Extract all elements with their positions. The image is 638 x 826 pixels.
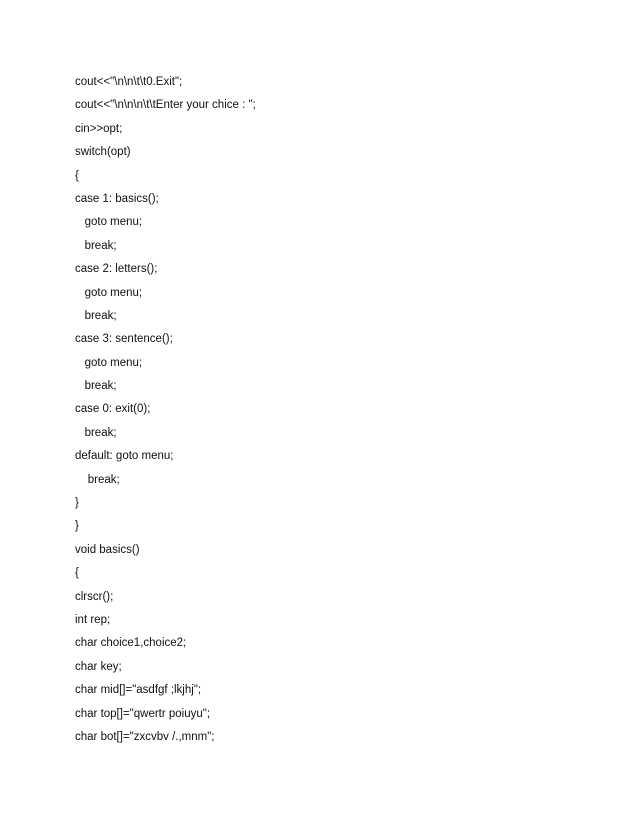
code-line: void basics(): [75, 543, 140, 556]
code-line: {: [75, 169, 79, 182]
code-line: {: [75, 567, 79, 580]
code-line: cout<<"\n\n\t\t0.Exit";: [75, 76, 183, 88]
code-line: break;: [75, 426, 117, 439]
code-line: clrscr();: [75, 590, 114, 603]
code-line: }: [75, 497, 79, 510]
code-line: cout<<"\n\n\n\t\tEnter your chice : ";: [75, 99, 256, 112]
code-line: char choice1,choice2;: [75, 637, 187, 650]
code-line: goto menu;: [75, 356, 143, 369]
code-line: case 2: letters();: [75, 263, 158, 276]
code-line: case 0: exit(0);: [75, 403, 151, 416]
code-line: int rep;: [75, 613, 111, 626]
code-line: }: [75, 520, 79, 533]
code-line: default: goto menu;: [75, 450, 174, 463]
code-line: break;: [75, 239, 117, 252]
code-line: goto menu;: [75, 216, 143, 229]
code-line: goto menu;: [75, 286, 143, 299]
code-listing: [75, 71, 256, 749]
code-line: char key;: [75, 660, 122, 673]
code-line: case 3: sentence();: [75, 333, 173, 346]
code-line: switch(opt): [75, 146, 131, 159]
code-line: char mid[]="asdfgf ;lkjhj";: [75, 684, 202, 697]
code-line: break;: [75, 309, 117, 322]
code-line: cin>>opt;: [75, 122, 123, 135]
code-line: case 1: basics();: [75, 192, 159, 205]
code-line: char bot[]="zxcvbv /.,mnm";: [75, 730, 215, 743]
code-line: break;: [75, 473, 120, 486]
code-line: break;: [75, 380, 117, 393]
code-line: char top[]="qwertr poiuyu";: [75, 707, 211, 720]
